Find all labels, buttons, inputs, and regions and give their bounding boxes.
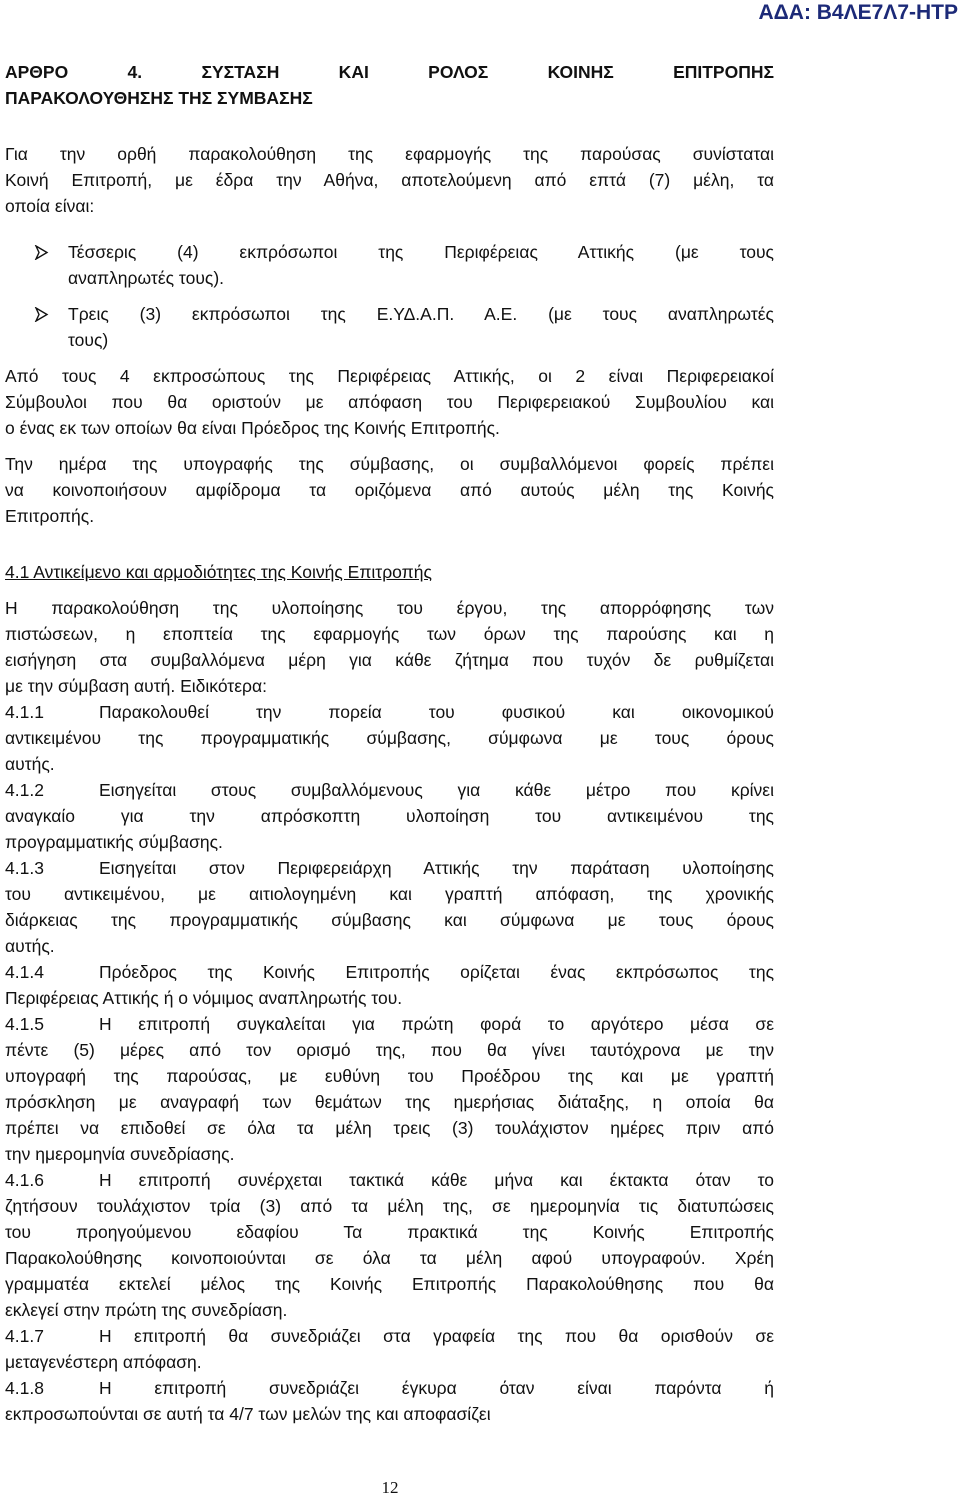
text-line: Εισηγείται στον Περιφερειάρχη Αττικής την παράταση υλοποίησης	[99, 858, 774, 878]
text-line: ο ένας εκ των οποίων θα είναι Πρόεδρος της Κοινής Επιτροπής.	[5, 418, 500, 438]
numbered-items	[5, 699, 774, 1427]
numbered-item	[5, 959, 774, 1011]
text-line: τους)	[68, 330, 109, 350]
item-first-line	[5, 1167, 774, 1193]
text-line: εκλεγεί στην πρώτη της συνεδρίαση.	[5, 1300, 288, 1320]
text-line: Σύμβουλοι που θα οριστούν με απόφαση του Περιφερειακού Συμβουλίου και	[5, 392, 774, 412]
item-number: 4.1.5	[5, 1014, 44, 1034]
text-line: του προηγούμενου εδαφίου Τα πρακτικά της Κοινής Επιτροπής	[5, 1222, 774, 1242]
text-line: Τρεις (3) εκπρόσωποι της Ε.ΥΔ.Α.Π. Α.Ε. (με τους αναπληρωτές	[68, 304, 774, 324]
text-line: πέντε (5) μέρες από τον ορισμό της, που θα γίνει ταυτόχρονα με την	[5, 1040, 774, 1060]
numbered-item	[5, 699, 774, 777]
text-line: αναπληρωτές τους).	[68, 268, 225, 288]
item-number: 4.1.2	[5, 780, 44, 800]
text-line: Η επιτροπή συνεδριάζει έγκυρα όταν είναι παρόντα ή	[99, 1378, 774, 1398]
text-line: με την σύμβαση αυτή. Ειδικότερα:	[5, 676, 267, 696]
item-number: 4.1.1	[5, 702, 44, 722]
text-line: την ημερομηνία συνεδρίασης.	[5, 1144, 235, 1164]
item-first-line	[5, 777, 774, 803]
text-line: ζητήσουν τουλάχιστον τρία (3) από τα μέλη της, σε ημερομηνία τις διατυπώσεις	[5, 1196, 774, 1216]
section-intro	[5, 595, 774, 699]
numbered-item	[5, 1167, 774, 1323]
item-first-line	[5, 855, 774, 881]
text-line: πρέπει να επιδοθεί σε όλα τα μέλη τρεις (3) τουλάχιστον ημέρες πριν από	[5, 1118, 774, 1138]
text-line: Τέσσερις (4) εκπρόσωποι της Περιφέρειας Αττικής (με τους	[68, 242, 774, 262]
text-line: γραμματέα εκτελεί μέλος της Κοινής Επιτροπής Παρακολούθησης που θα	[5, 1274, 774, 1294]
document-body	[5, 59, 774, 1427]
page-number: 12	[381, 1478, 399, 1497]
text-line: Επιτροπής.	[5, 506, 95, 526]
text-line: Η επιτροπή συγκαλείται για πρώτη φορά το αργότερο μέσα σε	[99, 1014, 774, 1034]
text-line: Περιφέρειας Αττικής ή ο νόμιμος αναπληρωτής του.	[5, 988, 403, 1008]
item-number: 4.1.3	[5, 858, 44, 878]
text-line: οποία είναι:	[5, 196, 95, 216]
item-first-line	[5, 1375, 774, 1401]
article-title-line-1: ΑΡΘΡΟ 4. ΣΥΣΤΑΣΗ ΚΑΙ ΡΟΛΟΣ ΚΟΙΝΗΣ ΕΠΙΤΡΟΠΗΣ	[5, 62, 774, 82]
item-first-line	[5, 1323, 774, 1349]
numbered-item	[5, 855, 774, 959]
text-line: Η επιτροπή συνέρχεται τακτικά κάθε μήνα και έκτακτα όταν το	[99, 1170, 774, 1190]
intro-paragraph	[5, 141, 774, 219]
text-line: να κοινοποιήσουν αμφίδρομα τα οριζόμενα από αυτούς μέλη της Κοινής	[5, 480, 774, 500]
numbered-item	[5, 1011, 774, 1167]
item-first-line	[5, 959, 774, 985]
text-line: αναγκαίο για την απρόσκοπτη υλοποίηση του αντικειμένου της	[5, 806, 774, 826]
item-number: 4.1.7	[5, 1326, 44, 1346]
section-title: 4.1 Αντικείμενο και αρμοδιότητες της Κοινής Επιτροπής	[5, 562, 432, 582]
text-line: Κοινή Επιτροπή, με έδρα την Αθήνα, αποτελούμενη από επτά (7) μέλη, τα	[5, 170, 774, 190]
article-title-line-2: ΠΑΡΑΚΟΛΟΥΘΗΣΗΣ ΤΗΣ ΣΥΜΒΑΣΗΣ	[5, 88, 313, 108]
ada-code: ΑΔΑ: Β4ΛΕ7Λ7-ΗΤΡ	[758, 1, 958, 24]
paragraph	[5, 363, 774, 441]
text-line: Την ημέρα της υπογραφής της σύμβασης, οι συμβαλλόμενοι φορείς πρέπει	[5, 454, 774, 474]
numbered-item	[5, 1323, 774, 1375]
text-line: προγραμματικής σύμβασης.	[5, 832, 223, 852]
text-line: εισήγηση στα συμβαλλόμενα μέρη για κάθε ζήτημα που τυχόν δε ρυθμίζεται	[5, 650, 774, 670]
item-first-line	[5, 1011, 774, 1037]
text-line: αυτής.	[5, 936, 55, 956]
text-line: Η επιτροπή θα συνεδριάζει στα γραφεία της που θα ορισθούν σε	[99, 1326, 774, 1346]
text-line: Παρακολουθεί την πορεία του φυσικού και οικονομικού	[99, 702, 774, 722]
text-line: Για την ορθή παρακολούθηση της εφαρμογής της παρούσας συνίσταται	[5, 144, 774, 164]
numbered-item	[5, 1375, 774, 1427]
text-line: πρόσκληση με αναγραφή των θεμάτων της ημερήσιας διάταξης, η οποία θα	[5, 1092, 774, 1112]
bullet-item	[5, 301, 774, 353]
text-line: πιστώσεων, η εποπτεία της εφαρμογής των όρων της παρούσης και η	[5, 624, 774, 644]
item-number: 4.1.8	[5, 1378, 44, 1398]
text-line: υπογραφή της παρούσας, με ευθύνη του Προέδρου της και με γραπτή	[5, 1066, 774, 1086]
paragraph	[5, 451, 774, 529]
text-line: Παρακολούθησης κοινοποιούνται σε όλα τα μέλη αφού υπογραφούν. Χρέη	[5, 1248, 774, 1268]
text-line: Εισηγείται στους συμβαλλόμενους για κάθε μέτρο που κρίνει	[99, 780, 774, 800]
text-line: διάρκειας της προγραμματικής σύμβασης και σύμφωνα με τους όρους	[5, 910, 774, 930]
numbered-item	[5, 777, 774, 855]
item-number: 4.1.4	[5, 962, 44, 982]
text-line: Από τους 4 εκπροσώπους της Περιφέρειας Αττικής, οι 2 είναι Περιφερειακοί	[5, 366, 774, 386]
text-line: αντικειμένου της προγραμματικής σύμβασης, σύμφωνα με τους όρους	[5, 728, 774, 748]
text-line: Η παρακολούθηση της υλοποίησης του έργου, της απορρόφησης των	[5, 598, 774, 618]
item-first-line	[5, 699, 774, 725]
bullet-item	[5, 239, 774, 291]
text-line: του αντικειμένου, με αιτιολογημένη και γραπτή απόφαση, της χρονικής	[5, 884, 774, 904]
text-line: εκπροσωπούνται σε αυτή τα 4/7 των μελών της και αποφασίζει	[5, 1404, 491, 1424]
arrow-bullet-icon	[34, 245, 49, 260]
item-number: 4.1.6	[5, 1170, 44, 1190]
arrow-bullet-icon	[34, 307, 49, 322]
text-line: μεταγενέστερη απόφαση.	[5, 1352, 202, 1372]
text-line: Πρόεδρος της Κοινής Επιτροπής ορίζεται ένας εκπρόσωπος της	[99, 962, 774, 982]
text-line: αυτής.	[5, 754, 55, 774]
